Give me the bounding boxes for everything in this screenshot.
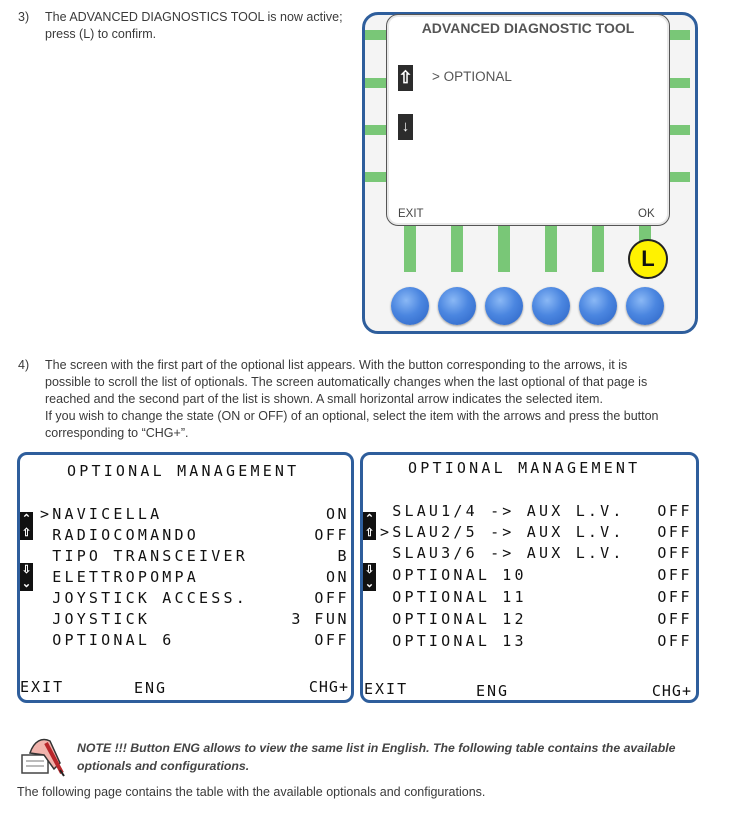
step-3-line-1: The ADVANCED DIAGNOSTICS TOOL is now active;: [45, 10, 343, 24]
optional-row-label[interactable]: OPTIONAL 11: [380, 588, 527, 606]
optional-row-label[interactable]: SLAU1/4 -> AUX L.V.: [380, 502, 625, 520]
optional-row-label[interactable]: JOYSTICK ACCESS.: [40, 589, 248, 607]
optional-row-value: ON: [325, 568, 349, 586]
optional-row-value: OFF: [657, 566, 692, 584]
device-button-5[interactable]: [579, 287, 617, 325]
side-tab: [365, 30, 387, 40]
step-4-line: reached and the second part of the list is shown. A small horizontal arrow indicates the selected item.: [45, 392, 603, 406]
device-title: ADVANCED DIAGNOSTIC TOOL: [421, 20, 635, 36]
button-connector: [545, 226, 557, 272]
optional-row-value: OFF: [657, 502, 692, 520]
optional-row-value: B: [337, 547, 349, 565]
device-ok-label: OK: [638, 208, 655, 220]
button-connector: [404, 226, 416, 272]
screen-1-exit-button[interactable]: EXIT: [20, 678, 65, 696]
step-3-line-2: press (L) to confirm.: [45, 27, 157, 41]
footer-text: The following page contains the table with the available optionals and configurations.: [17, 785, 486, 799]
button-connector: [498, 226, 510, 272]
optional-row-value: OFF: [314, 631, 349, 649]
optional-row-label[interactable]: OPTIONAL 12: [380, 610, 527, 628]
side-tab: [365, 125, 387, 135]
screen-2-chg-button[interactable]: CHG+: [651, 682, 692, 700]
optional-row-value: 3 FUN: [291, 610, 349, 628]
step-4-line: corresponding to “CHG+”.: [45, 426, 189, 440]
optional-row-value: OFF: [657, 544, 692, 562]
button-connector: [451, 226, 463, 272]
device-screen: [386, 14, 670, 226]
optional-row-label[interactable]: RADIOCOMANDO: [40, 526, 199, 544]
optional-row-label[interactable]: >SLAU2/5 -> AUX L.V.: [380, 523, 625, 541]
note-line-2: optionals and configurations.: [77, 759, 250, 773]
screen-2-exit-button[interactable]: EXIT: [364, 680, 409, 698]
side-tab: [668, 125, 690, 135]
note-text: [77, 739, 717, 775]
optional-row-value: OFF: [314, 589, 349, 607]
optional-row-value: OFF: [314, 526, 349, 544]
down-arrow-icon[interactable]: ↓: [398, 114, 413, 140]
device-exit-label: EXIT: [398, 208, 424, 220]
optional-menu-item[interactable]: > OPTIONAL: [432, 69, 512, 84]
optional-row-value: OFF: [657, 523, 692, 541]
device-button-1[interactable]: [391, 287, 429, 325]
optional-row-label[interactable]: OPTIONAL 10: [380, 566, 527, 584]
scroll-up-icon[interactable]: ⌃ ⇧: [21, 513, 32, 539]
optional-row-label[interactable]: ELETTROPOMPA: [40, 568, 199, 586]
device-button-2[interactable]: [438, 287, 476, 325]
l-button-marker: L: [628, 239, 668, 279]
optional-row-label[interactable]: SLAU3/6 -> AUX L.V.: [380, 544, 625, 562]
optional-row-label[interactable]: JOYSTICK: [40, 610, 151, 628]
side-tab: [365, 78, 387, 88]
side-tab: [365, 172, 387, 182]
note-line-1: NOTE !!! Button ENG allows to view the same list in English. The following table contains the available: [77, 741, 676, 755]
optional-row-value: OFF: [657, 588, 692, 606]
side-tab: [668, 78, 690, 88]
scroll-down-icon[interactable]: ⇩ ⌄: [364, 564, 375, 590]
screen-1-title: OPTIONAL MANAGEMENT: [67, 462, 300, 480]
step-4-line: possible to scroll the list of optionals. The screen automatically changes when the last optional of that page is: [45, 375, 648, 389]
up-arrow-icon[interactable]: ⇧: [398, 65, 413, 91]
optional-row-label[interactable]: TIPO TRANSCEIVER: [40, 547, 248, 565]
optional-row-value: OFF: [657, 632, 692, 650]
screen-1-eng-button[interactable]: ENG: [134, 679, 168, 697]
optional-row-label[interactable]: >NAVICELLA: [40, 505, 163, 523]
device-button-ok[interactable]: [626, 287, 664, 325]
writing-hand-icon: [16, 733, 66, 777]
step-4-number: 4): [18, 358, 30, 372]
optional-row-label[interactable]: OPTIONAL 13: [380, 632, 527, 650]
screen-2-title: OPTIONAL MANAGEMENT: [408, 459, 641, 477]
screen-1-chg-button[interactable]: CHG+: [308, 678, 349, 696]
screen-2-eng-button[interactable]: ENG: [476, 682, 510, 700]
step-4-text: [45, 357, 725, 442]
scroll-down-icon[interactable]: ⇩ ⌄: [21, 564, 32, 590]
step-4-line: The screen with the first part of the optional list appears. With the button corresponding to the arrows, it is: [45, 358, 628, 372]
step-3-text: [45, 9, 355, 43]
step-3-number: 3): [18, 10, 30, 24]
optional-row-value: ON: [325, 505, 349, 523]
side-tab: [668, 172, 690, 182]
side-tab: [668, 30, 690, 40]
scroll-up-icon[interactable]: ⌃ ⇧: [364, 513, 375, 539]
step-4-line: If you wish to change the state (ON or OFF) of an optional, select the item with the arrows and press the button: [45, 409, 659, 423]
device-button-3[interactable]: [485, 287, 523, 325]
optional-row-value: OFF: [657, 610, 692, 628]
device-button-4[interactable]: [532, 287, 570, 325]
button-connector: [592, 226, 604, 272]
optional-row-label[interactable]: OPTIONAL 6: [40, 631, 175, 649]
